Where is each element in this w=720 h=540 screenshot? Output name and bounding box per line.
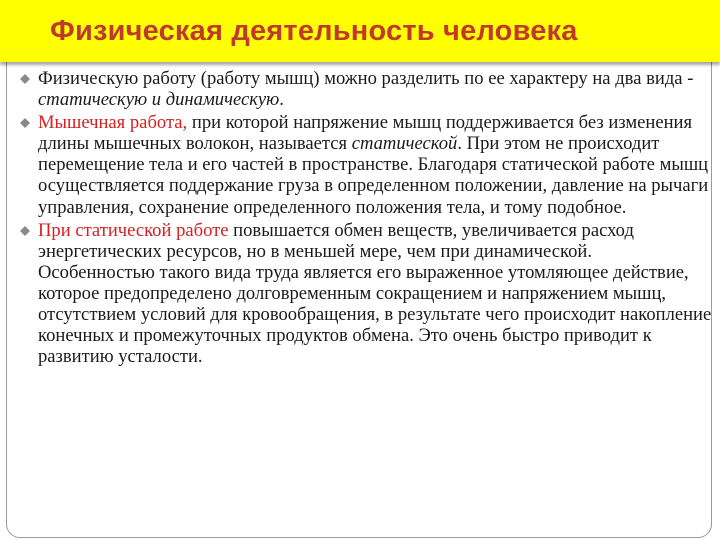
bullet-text-italic: статическую и динамическую xyxy=(38,89,280,111)
bullet-text: повышается обмен веществ, увеличивается расход энергетических ресурсов, но в меньшей мере, чем при динамической. Особенностью такого вида труда является его выраженное утомляющее действие, которое предопределено долговременным сокращением и напряжением мышц, отсутствием условий для кровообращения, в результате чего происходит накопление конечных и промежуточных продуктов обмена. Это очень быстро приводит к развитию усталости. xyxy=(38,219,712,368)
bullet-item xyxy=(20,68,712,110)
title-bar xyxy=(0,0,720,62)
bullet-text: . xyxy=(279,89,284,111)
bullet-highlight: Мышечная работа, xyxy=(38,112,188,134)
bullet-text: при которой напряжение мышц поддерживается без изменения длины мышечных волокон, называется xyxy=(38,112,693,155)
bullet-item xyxy=(20,112,712,217)
diamond-bullet-icon xyxy=(20,226,30,236)
diamond-bullet-icon xyxy=(20,118,30,128)
bullet-item xyxy=(20,220,712,368)
slide-title: Физическая деятельность человека xyxy=(50,15,578,47)
slide-content xyxy=(20,68,712,369)
bullet-text: . При этом не происходит перемещение тела и его частей в пространстве. Благодаря статической работе мышц осуществляется поддержание груза в определенном положении, давление на рычаги управления, сохранение определенного положения тела, и тому подобное. xyxy=(38,133,709,218)
bullet-text-italic: статической xyxy=(351,133,458,155)
bullet-highlight: При статической работе xyxy=(38,219,229,241)
bullet-text: Физическую работу (работу мышц) можно разделить по ее характеру на два вида - xyxy=(38,68,694,89)
diamond-bullet-icon xyxy=(20,74,30,84)
